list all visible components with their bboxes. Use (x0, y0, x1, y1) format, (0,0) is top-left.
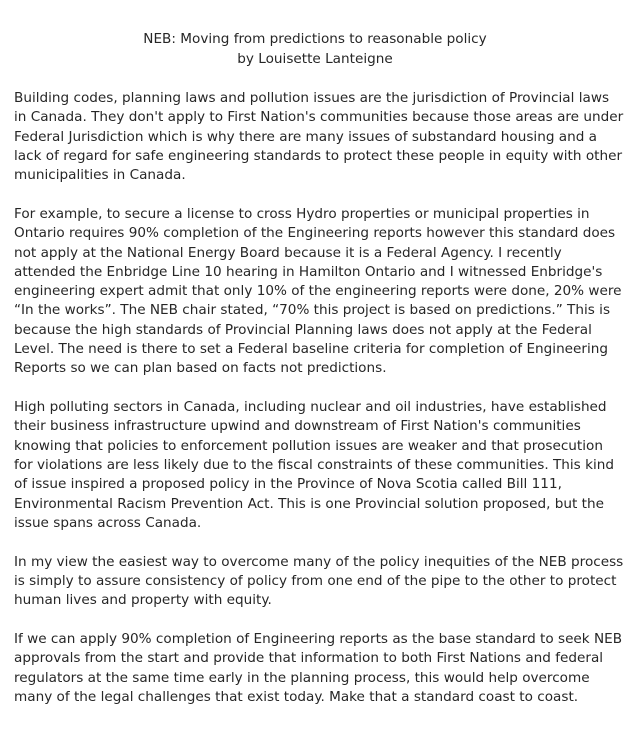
text-line: Reports so we can plan based on facts not predictions. (14, 360, 387, 377)
article-body (14, 89, 624, 727)
text-line: issue spans across Canada. (14, 514, 202, 531)
text-line: many of the legal challenges that exist today. Make that a standard coast to coast. (14, 689, 579, 706)
text-line: knowing that policies to enforcement pollution issues are weaker and that prosecution (14, 437, 603, 454)
text-line: engineering expert admit that only 10% of the engineering reports were done, 20% were (14, 283, 622, 300)
text-line: not apply at the National Energy Board because it is a Federal Agency. I recently (14, 244, 562, 261)
paragraph (14, 630, 623, 707)
text-line: approvals from the start and provide that information to both First Nations and federal (14, 650, 604, 667)
article-title: NEB: Moving from predictions to reasonable policy (143, 31, 487, 47)
paragraph (14, 553, 624, 611)
paragraph (14, 89, 624, 185)
text-line: for violations are less likely due to the fiscal constraints of these communities. This kind (14, 457, 614, 474)
text-line: because the high standards of Provincial Planning laws does not apply at the Federal (14, 321, 592, 338)
paragraph (14, 205, 620, 379)
text-line: Level. The need is there to set a Federal baseline criteria for completion of Engineering (14, 341, 609, 358)
text-line: Building codes, planning laws and pollution issues are the jurisdiction of Provincial laws (14, 90, 610, 106)
text-line: of issue inspired a proposed policy in the Province of Nova Scotia called Bill 111, (14, 476, 562, 493)
text-line: Environmental Racism Prevention Act. This is one Provincial solution proposed, but the (14, 495, 604, 512)
text-line: their business infrastructure upwind and downstream of First Nation's communities (14, 418, 581, 435)
text-line: If we can apply 90% completion of Engineering reports as the base standard to seek NEB (14, 631, 623, 648)
article-header (0, 30, 630, 69)
article-byline: by Louisette Lanteigne (237, 50, 393, 67)
text-line: is simply to assure consistency of policy from one end of the pipe to the other to protect (14, 573, 617, 590)
text-line: In my view the easiest way to overcome many of the policy inequities of the NEB process (14, 553, 624, 570)
text-line: High polluting sectors in Canada, including nuclear and oil industries, have established (14, 399, 607, 416)
text-line: lack of regard for safe engineering standards to protect these people in equity with other (14, 147, 623, 164)
text-line: For example, to secure a license to cross Hydro properties or municipal properties in (14, 205, 590, 222)
text-line: attended the Enbridge Line 10 hearing in Hamilton Ontario and I witnessed Enbridge's (14, 263, 603, 280)
text-line: Ontario requires 90% completion of the Engineering reports however this standard does (14, 225, 616, 242)
text-line: Federal Jurisdiction which is why there are many issues of substandard housing and a (14, 128, 597, 145)
text-line: regulators at the same time early in the planning process, this would help overcome (14, 669, 590, 686)
text-line: human lives and property with equity. (14, 592, 272, 609)
paragraph (14, 398, 620, 533)
text-line: “In the works”. The NEB chair stated, “70% this project is based on predictions.” This is (14, 302, 611, 319)
text-line: municipalities in Canada. (14, 167, 186, 184)
text-line: in Canada. They don't apply to First Nation's communities because those areas are under (14, 109, 624, 126)
